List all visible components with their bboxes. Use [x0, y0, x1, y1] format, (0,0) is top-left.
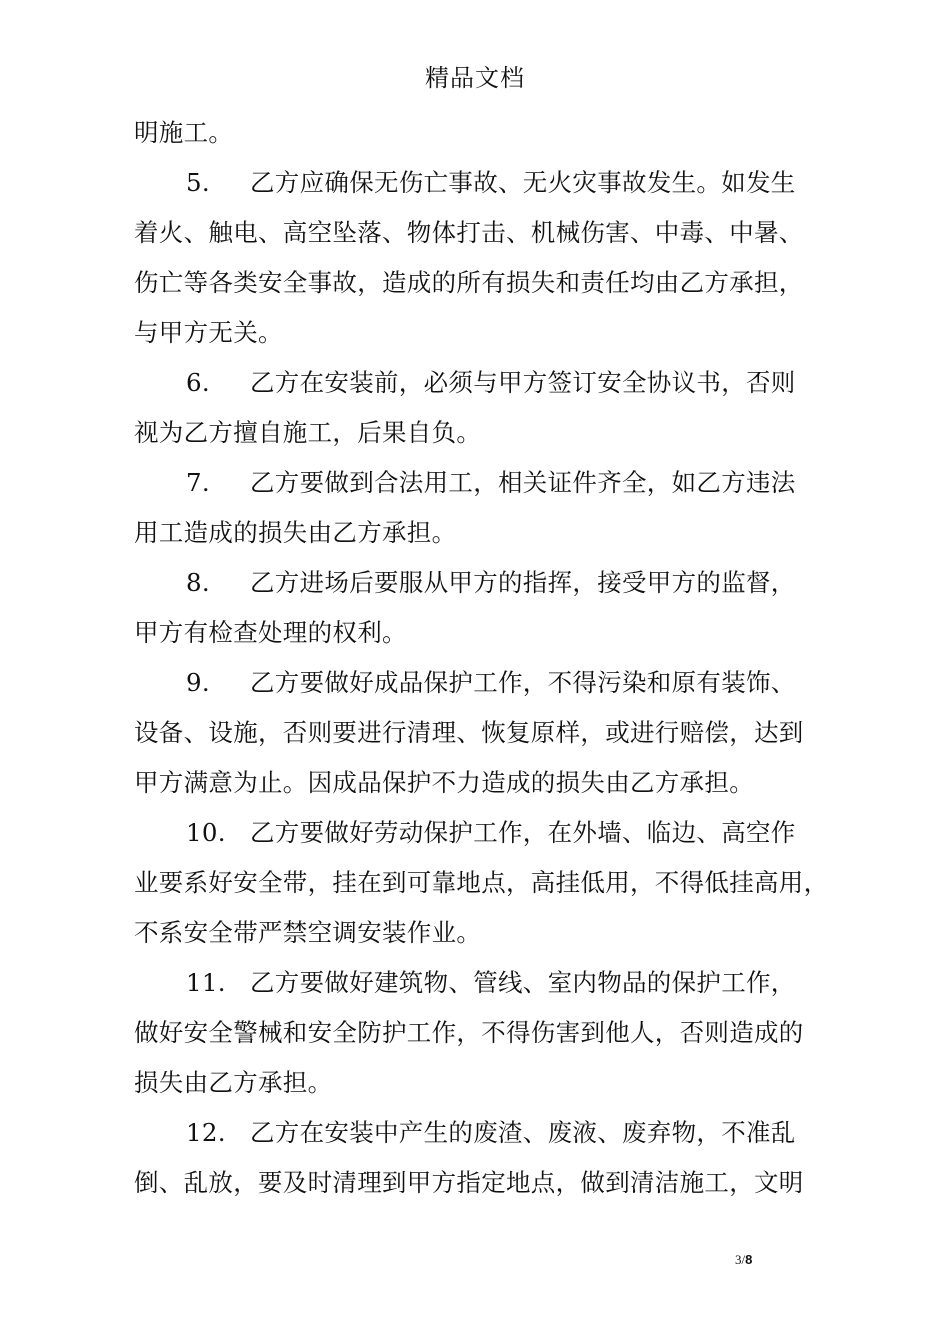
clause-line: 设备、设施，否则要进行清理、恢复原样，或进行赔偿，达到	[134, 718, 804, 747]
clause-number: 12.	[186, 1118, 226, 1147]
clause-number: 7.	[186, 468, 210, 497]
clause-first-line	[134, 368, 834, 418]
clause-line: 业要系好安全带，挂在到可靠地点，高挂低用，不得低挂高用，	[134, 868, 829, 897]
clause-line: 损失由乙方承担。	[134, 1068, 333, 1097]
clause-text: 乙方在安装中产生的废渣、废液、废弃物，不准乱	[250, 1118, 796, 1147]
page-total: 8	[745, 1252, 753, 1267]
clause-8	[134, 568, 834, 668]
page-separator: /	[741, 1252, 746, 1267]
clause-number: 9.	[186, 668, 210, 697]
clause-line: 甲方满意为止。因成品保护不力造成的损失由乙方承担。	[134, 768, 754, 797]
clause-6	[134, 368, 834, 468]
clause-number: 10.	[186, 818, 226, 847]
clause-number: 11.	[186, 968, 226, 997]
clause-text: 乙方要做好成品保护工作，不得污染和原有装饰、	[250, 668, 796, 697]
clause-line: 甲方有检查处理的权利。	[134, 618, 407, 647]
page-header-title: 精品文档	[425, 64, 525, 92]
clause-first-line	[134, 668, 834, 718]
page-current: 3	[735, 1252, 742, 1267]
clause-number: 6.	[186, 368, 210, 397]
clause-line: 着火、触电、高空坠落、物体打击、机械伤害、中毒、中暑、	[134, 218, 804, 247]
page-number	[735, 1252, 752, 1268]
clause-10	[134, 818, 834, 968]
clause-first-line	[134, 1118, 834, 1168]
clause-number: 5.	[186, 168, 210, 197]
clause-line: 与甲方无关。	[134, 318, 283, 347]
clause-11	[134, 968, 834, 1118]
clause-12	[134, 1118, 834, 1218]
clause-line: 伤亡等各类安全事故，造成的所有损失和责任均由乙方承担，	[134, 268, 804, 297]
clause-line: 视为乙方擅自施工，后果自负。	[134, 418, 482, 447]
clause-text: 乙方进场后要服从甲方的指挥，接受甲方的监督，	[250, 568, 796, 597]
clause-9	[134, 668, 834, 818]
clause-text: 乙方要做到合法用工，相关证件齐全，如乙方违法	[250, 468, 796, 497]
clause-text: 乙方应确保无伤亡事故、无火灾事故发生。如发生	[250, 168, 796, 197]
clause-line: 不系安全带严禁空调安装作业。	[134, 918, 482, 947]
clause-first-line	[134, 468, 834, 518]
clause-first-line	[134, 168, 834, 218]
clause-first-line	[134, 968, 834, 1018]
clause-line: 用工造成的损失由乙方承担。	[134, 518, 457, 547]
clause-5	[134, 168, 834, 368]
clause-first-line	[134, 818, 834, 868]
clause-line: 做好安全警械和安全防护工作，不得伤害到他人，否则造成的	[134, 1018, 804, 1047]
page-header	[0, 62, 950, 94]
clause-text: 乙方要做好劳动保护工作，在外墙、临边、高空作	[250, 818, 796, 847]
clause-first-line	[134, 568, 834, 618]
document-body	[134, 118, 834, 1218]
clause-text: 乙方要做好建筑物、管线、室内物品的保护工作，	[250, 968, 796, 997]
lead-line: 明施工。	[134, 118, 234, 147]
clause-text: 乙方在安装前，必须与甲方签订安全协议书，否则	[250, 368, 796, 397]
clause-line: 倒、乱放，要及时清理到甲方指定地点，做到清洁施工，文明	[134, 1168, 804, 1197]
clause-7	[134, 468, 834, 568]
clause-number: 8.	[186, 568, 210, 597]
